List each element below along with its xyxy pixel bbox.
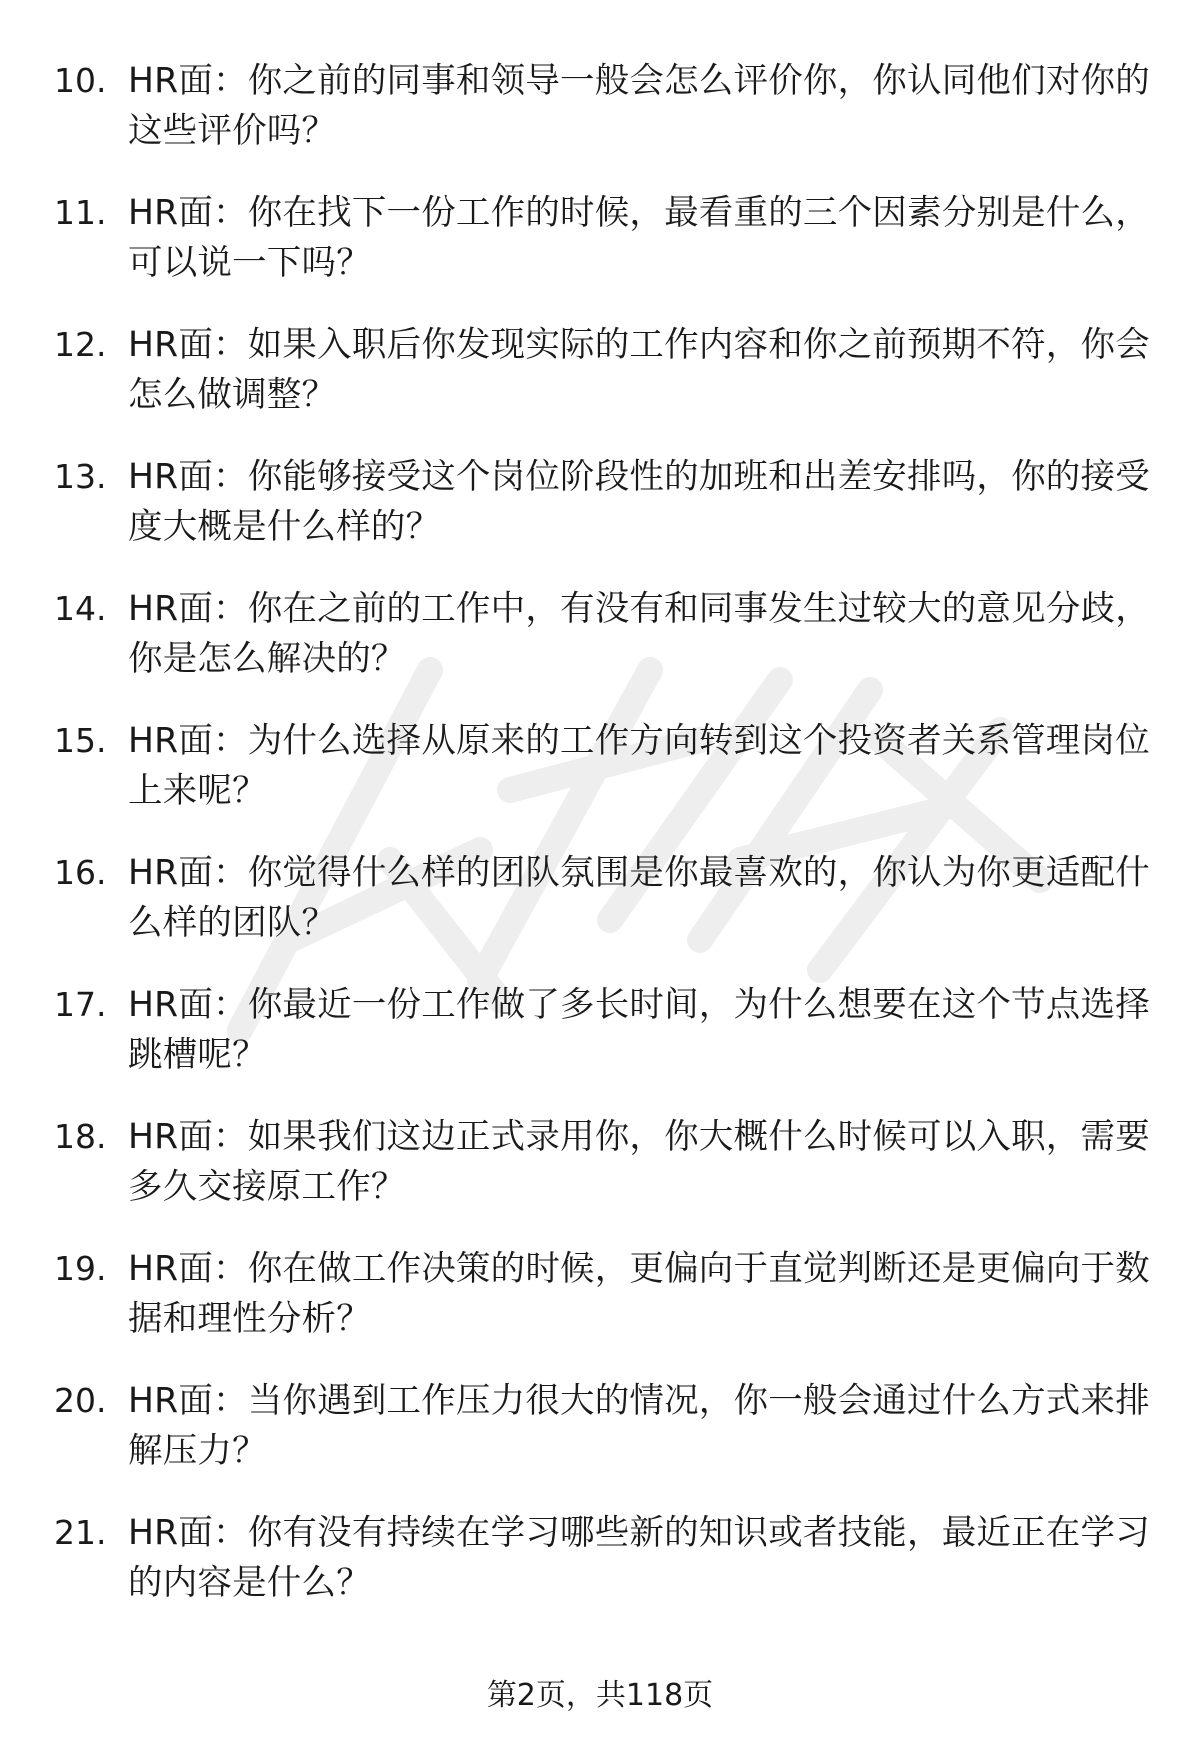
question-text: HR面：为什么选择从原来的工作方向转到这个投资者关系管理岗位上来呢？ — [128, 721, 1150, 811]
question-item — [54, 56, 1164, 188]
question-number: 20. — [54, 1381, 107, 1420]
question-item — [54, 452, 1164, 584]
question-text: HR面：你在之前的工作中，有没有和同事发生过较大的意见分歧，你是怎么解决的？ — [128, 589, 1150, 679]
question-number: 15. — [54, 721, 107, 760]
question-text: HR面：你觉得什么样的团队氛围是你最喜欢的，你认为你更适配什么样的团队？ — [128, 853, 1150, 943]
question-item — [54, 1376, 1164, 1508]
question-text: HR面：当你遇到工作压力很大的情况，你一般会通过什么方式来排解压力？ — [128, 1381, 1150, 1471]
question-text: HR面：你之前的同事和领导一般会怎么评价你，你认同他们对你的这些评价吗？ — [128, 61, 1150, 151]
question-text: HR面：你最近一份工作做了多长时间，为什么想要在这个节点选择跳槽呢？ — [128, 985, 1150, 1075]
question-text: HR面：你有没有持续在学习哪些新的知识或者技能，最近正在学习的内容是什么？ — [128, 1513, 1150, 1603]
question-number: 11. — [54, 193, 107, 232]
question-item — [54, 584, 1164, 716]
question-item — [54, 188, 1164, 320]
question-item — [54, 980, 1164, 1112]
question-item — [54, 1244, 1164, 1376]
question-item — [54, 320, 1164, 452]
question-number: 12. — [54, 325, 107, 364]
question-text: HR面：你在做工作决策的时候，更偏向于直觉判断还是更偏向于数据和理性分析？ — [128, 1249, 1150, 1339]
question-text: HR面：如果我们这边正式录用你，你大概什么时候可以入职，需要多久交接原工作？ — [128, 1117, 1150, 1207]
question-item — [54, 1508, 1164, 1640]
page-number-footer: 第2页，共118页 — [486, 1678, 714, 1713]
question-number: 14. — [54, 589, 107, 628]
question-item — [54, 848, 1164, 980]
question-number: 21. — [54, 1513, 107, 1552]
question-number: 19. — [54, 1249, 107, 1288]
question-text: HR面：你在找下一份工作的时候，最看重的三个因素分别是什么，可以说一下吗？ — [128, 193, 1150, 283]
question-number: 17. — [54, 985, 107, 1024]
question-number: 13. — [54, 457, 107, 496]
question-number: 18. — [54, 1117, 107, 1156]
question-item — [54, 1112, 1164, 1244]
question-text: HR面：你能够接受这个岗位阶段性的加班和出差安排吗，你的接受度大概是什么样的？ — [128, 457, 1150, 547]
question-number: 16. — [54, 853, 107, 892]
question-item — [54, 716, 1164, 848]
question-number: 10. — [54, 61, 107, 100]
question-list — [54, 56, 1164, 1640]
question-text: HR面：如果入职后你发现实际的工作内容和你之前预期不符，你会怎么做调整？ — [128, 325, 1150, 415]
